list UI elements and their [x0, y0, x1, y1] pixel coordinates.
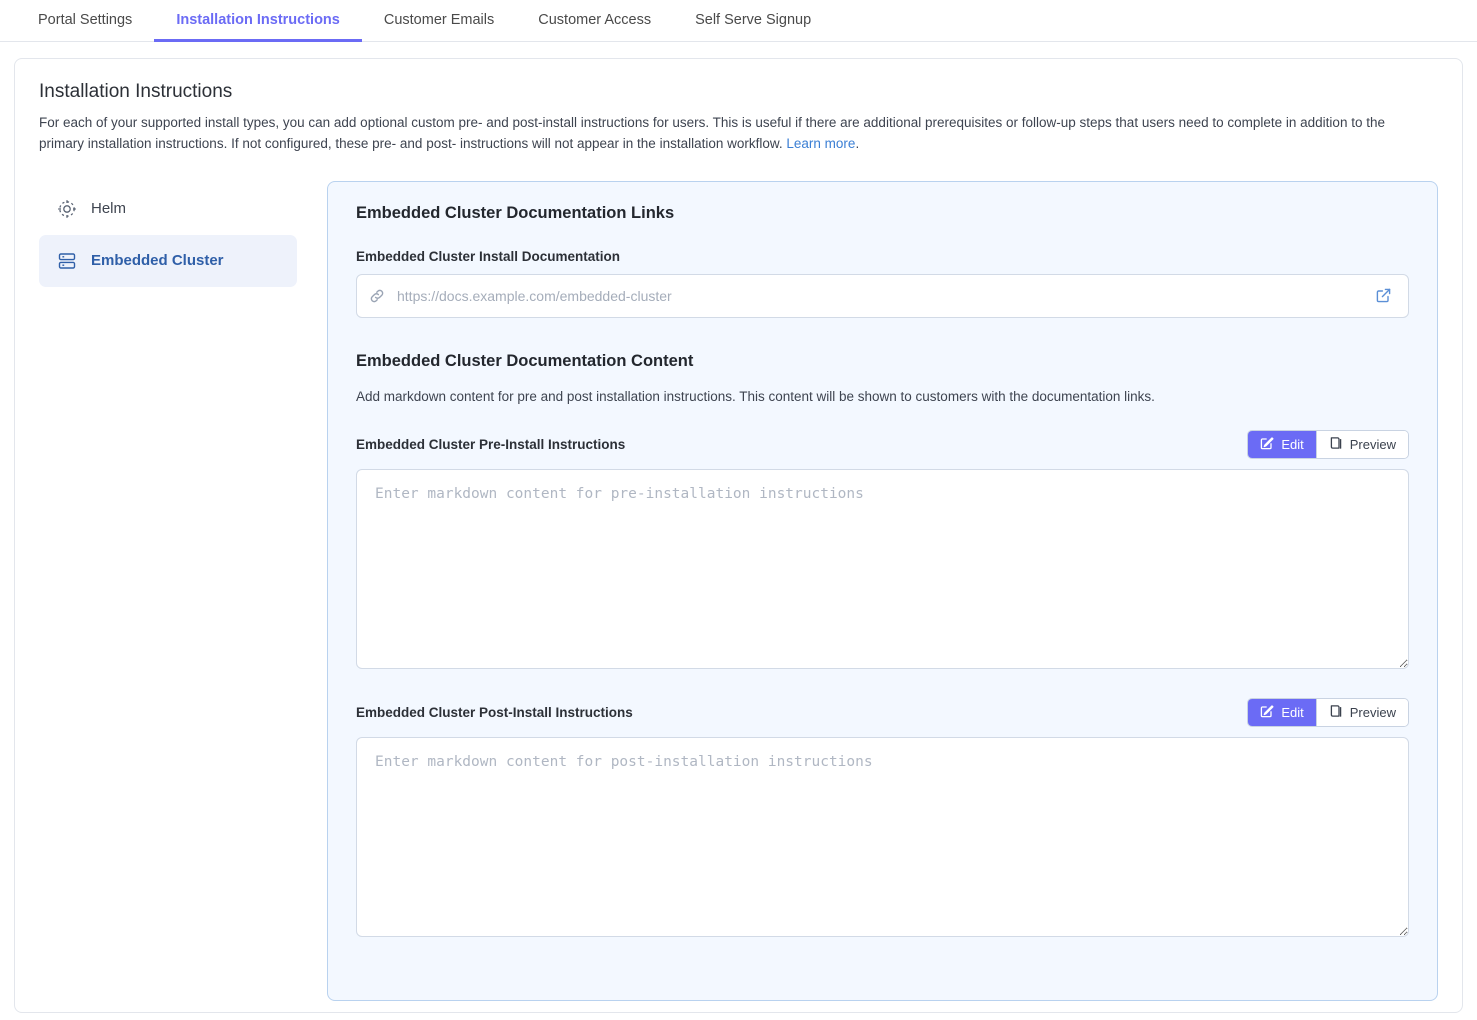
post-install-edit-button[interactable]	[1248, 699, 1315, 726]
page-title: Installation Instructions	[39, 81, 233, 102]
tab-installation-instructions[interactable]: Installation Instructions	[154, 13, 362, 43]
post-install-editor-block	[356, 698, 1409, 942]
post-install-edit-label: Edit	[1281, 704, 1304, 720]
pre-install-preview-button[interactable]	[1316, 431, 1408, 458]
embedded-cluster-settings-panel	[327, 181, 1438, 1001]
installation-instructions-card	[14, 58, 1463, 1013]
pre-install-edit-label: Edit	[1281, 436, 1304, 452]
sidebar-item-label-helm: Helm	[91, 200, 127, 218]
book-preview-icon	[1329, 704, 1343, 721]
page-description-period: .	[855, 135, 860, 151]
documentation-content-heading: Embedded Cluster Documentation Content	[356, 351, 694, 370]
pencil-square-icon	[1260, 436, 1274, 453]
post-install-preview-button[interactable]	[1316, 699, 1408, 726]
learn-more-link[interactable]: Learn more	[786, 135, 856, 151]
external-link-icon[interactable]	[1371, 283, 1396, 308]
install-documentation-label: Embedded Cluster Install Documentation	[356, 248, 621, 264]
post-install-label: Embedded Cluster Post-Install Instructions	[356, 704, 633, 720]
post-install-mode-toggle	[1247, 698, 1409, 727]
pre-install-editor-block	[356, 430, 1409, 674]
post-install-textarea[interactable]	[356, 737, 1409, 937]
sidebar-item-helm[interactable]	[39, 183, 297, 235]
post-install-preview-label: Preview	[1349, 704, 1396, 720]
pre-install-label: Embedded Cluster Pre-Install Instructions	[356, 436, 626, 452]
documentation-links-heading: Embedded Cluster Documentation Links	[356, 203, 675, 222]
pre-install-mode-toggle	[1247, 430, 1409, 459]
sidebar-item-embedded-cluster[interactable]	[39, 235, 297, 287]
tab-customer-emails[interactable]: Customer Emails	[383, 11, 495, 28]
tab-customer-access[interactable]: Customer Access	[538, 11, 652, 28]
tab-portal-settings[interactable]: Portal Settings	[38, 11, 133, 28]
pre-install-preview-label: Preview	[1349, 436, 1396, 452]
pre-install-edit-button[interactable]	[1248, 431, 1315, 458]
pre-install-editor-header	[356, 430, 1409, 459]
book-preview-icon	[1329, 436, 1343, 453]
page-description	[39, 113, 1429, 155]
install-type-nav	[39, 181, 297, 287]
pre-install-textarea[interactable]	[356, 469, 1409, 669]
chain-link-icon	[369, 288, 385, 304]
tab-self-serve-signup[interactable]: Self Serve Signup	[695, 11, 812, 28]
sidebar-item-label-embedded-cluster: Embedded Cluster	[91, 252, 224, 270]
pencil-square-icon	[1260, 704, 1274, 721]
install-documentation-input[interactable]	[395, 287, 1371, 305]
primary-tab-bar	[0, 0, 1477, 42]
install-documentation-url-wrap	[356, 274, 1409, 318]
helm-wheel-icon	[57, 199, 77, 219]
page-description-text: For each of your supported install types, you can add optional custom pre- and post-install instructions for users. This is useful if there are additional prerequisites or follow-up steps that users need to complete in addition to the primary installation instructions. If not configured, these pre- and post- instructions will not appear in the installation workflow.	[39, 115, 1385, 151]
post-install-editor-header	[356, 698, 1409, 727]
content-row	[39, 181, 1438, 1001]
documentation-content-note: Add markdown content for pre and post installation instructions. This content will be shown to customers with the documentation links.	[356, 388, 1155, 404]
server-stack-icon	[57, 251, 77, 271]
